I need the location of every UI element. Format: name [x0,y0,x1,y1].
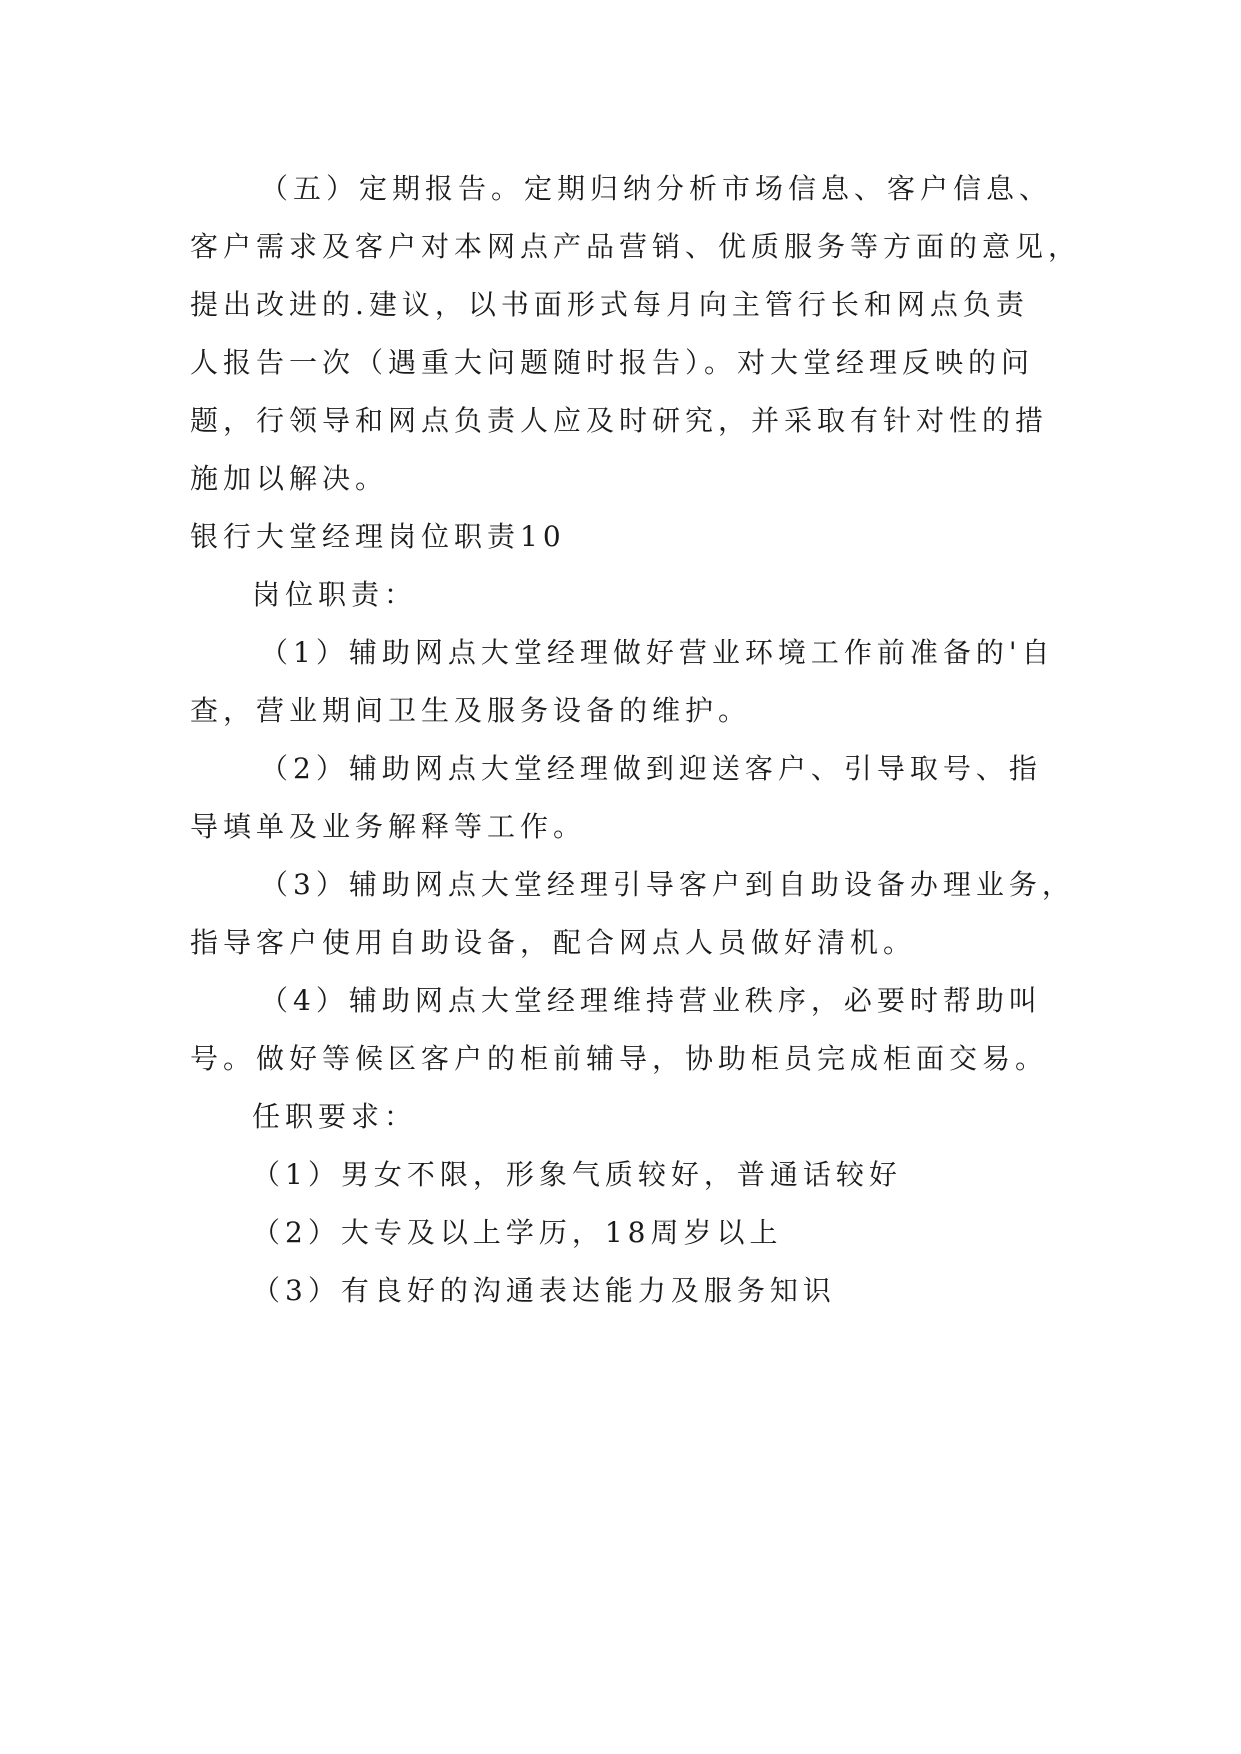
paragraph-five-line-1: （五）定期报告。定期归纳分析市场信息、客户信息、 [260,172,1053,205]
paragraph-five-line-3: 提出改进的.建议，以书面形式每月向主管行长和网点负责 [190,288,1029,321]
duty-1-line-1: （1）辅助网点大堂经理做好营业环境工作前准备的'自 [260,636,1055,669]
requirement-1: （1）男女不限，形象气质较好，普通话较好 [252,1158,902,1191]
duties-heading: 岗位职责： [252,578,418,611]
section-title: 银行大堂经理岗位职责10 [190,520,566,553]
duty-4-line-1: （4）辅助网点大堂经理维持营业秩序，必要时帮助叫 [260,984,1042,1017]
paragraph-five-line-4: 人报告一次（遇重大问题随时报告）。对大堂经理反映的问 [190,346,1035,379]
duty-4-line-2: 号。做好等候区客户的柜前辅导，协助柜员完成柜面交易。 [190,1042,1049,1075]
duty-2-line-2: 导填单及业务解释等工作。 [190,810,587,843]
document-body [190,160,1090,1320]
paragraph-five-line-6: 施加以解决。 [190,462,389,495]
paragraph-five-line-5: 题，行领导和网点负责人应及时研究，并采取有针对性的措 [190,404,1049,437]
duty-3-line-1: （3）辅助网点大堂经理引导客户到自助设备办理业务， [260,868,1075,901]
paragraph-five-line-2: 客户需求及客户对本网点产品营销、优质服务等方面的意见， [190,230,1082,263]
duty-1-line-2: 查，营业期间卫生及服务设备的维护。 [190,694,752,727]
requirements-heading: 任职要求： [252,1100,418,1133]
duty-3-line-2: 指导客户使用自助设备，配合网点人员做好清机。 [190,926,917,959]
requirement-2: （2）大专及以上学历，18周岁以上 [252,1216,783,1249]
duty-2-line-1: （2）辅助网点大堂经理做到迎送客户、引导取号、指 [260,752,1042,785]
requirement-3: （3）有良好的沟通表达能力及服务知识 [252,1274,836,1307]
